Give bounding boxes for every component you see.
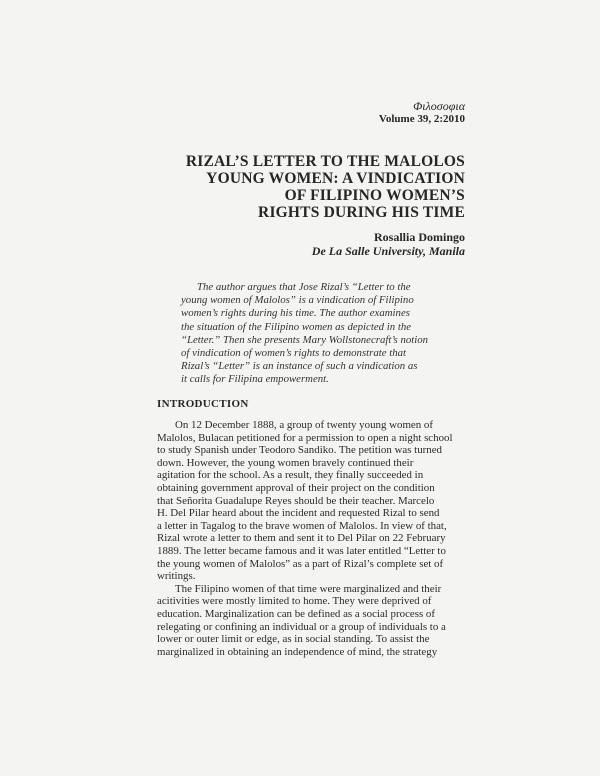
abstract-line: of vindication of women’s rights to demonstrate that bbox=[181, 347, 407, 360]
body-line: The Filipino women of that time were marginalized and their bbox=[175, 582, 442, 595]
abstract-line: it calls for Filipina empowerment. bbox=[181, 373, 329, 386]
body-line: down. However, the young women bravely continued their bbox=[157, 456, 414, 469]
article-title bbox=[135, 153, 465, 221]
body-line: that Señorita Guadalupe Reyes should be their teacher. Marcelo bbox=[157, 494, 435, 507]
body-line: On 12 December 1888, a group of twenty young women of bbox=[175, 419, 433, 431]
section-heading: INTRODUCTION bbox=[157, 398, 249, 410]
body-line: relegating or confining an individual or a group of individuals to a bbox=[157, 620, 446, 633]
body-line: Malolos, Bulacan petitioned for a permission to open a night school bbox=[157, 431, 453, 444]
title-line: RIZAL’S LETTER TO THE MALOLOS bbox=[185, 153, 465, 170]
body-line: the young women of Malolos” as a part of Rizal’s complete set of bbox=[157, 557, 444, 570]
journal-header bbox=[379, 100, 465, 126]
journal-volume: Volume 39, 2:2010 bbox=[378, 113, 465, 125]
body-line: education. Marginalization can be defined as a social process of bbox=[157, 607, 436, 620]
body-line: a letter in Tagalog to the brave women of Malolos. In view of that, bbox=[157, 519, 447, 532]
title-line: RIGHTS DURING HIS TIME bbox=[258, 204, 465, 221]
body-line: H. Del Pilar heard about the incident and requested Rizal to send bbox=[157, 507, 440, 520]
abstract-line: The author argues that Jose Rizal’s “Letter to the bbox=[197, 281, 411, 293]
abstract-line: the situation of the Filipino women as depicted in the bbox=[181, 320, 412, 333]
body-line: acitivities were mostly limited to home. They were deprived of bbox=[157, 595, 432, 608]
body-line: marginalized in obtaining an independence of mind, the strategy bbox=[157, 645, 438, 658]
body-text bbox=[157, 419, 467, 658]
author-name: Rosallia Domingo bbox=[373, 230, 465, 244]
abstract bbox=[181, 281, 471, 387]
body-line: agitation for the school. As a result, they finally succeeded in bbox=[157, 469, 424, 482]
body-line: to study Spanish under Teodoro Sandiko. The petition was turned bbox=[157, 444, 442, 457]
body-line: 1889. The letter became famous and it was later entitled “Letter to bbox=[157, 544, 446, 557]
journal-name: Φιλοσοφια bbox=[413, 99, 465, 113]
abstract-line: Rizal’s “Letter” is an instance of such a vindication as bbox=[181, 360, 418, 373]
body-line: writings. bbox=[157, 570, 196, 583]
author-block bbox=[312, 230, 465, 258]
abstract-line: women’s rights during his time. The author examines bbox=[181, 307, 410, 320]
abstract-line: young women of Malolos” is a vindication of Filipino bbox=[181, 294, 414, 307]
body-line: Rizal wrote a letter to them and sent it to Del Pilar on 22 February bbox=[157, 532, 446, 545]
author-affiliation: De La Salle University, Manila bbox=[311, 244, 465, 258]
title-line: OF FILIPINO WOMEN’S bbox=[284, 187, 465, 204]
title-line: YOUNG WOMEN: A VINDICATION bbox=[206, 170, 465, 187]
abstract-line: “Letter.” Then she presents Mary Wollstonecraft’s notion bbox=[181, 333, 429, 346]
body-line: lower or outer limit or edge, as in social standing. To assist the bbox=[157, 633, 430, 646]
body-line: obtaining government approval of their project on the condition bbox=[157, 481, 435, 494]
